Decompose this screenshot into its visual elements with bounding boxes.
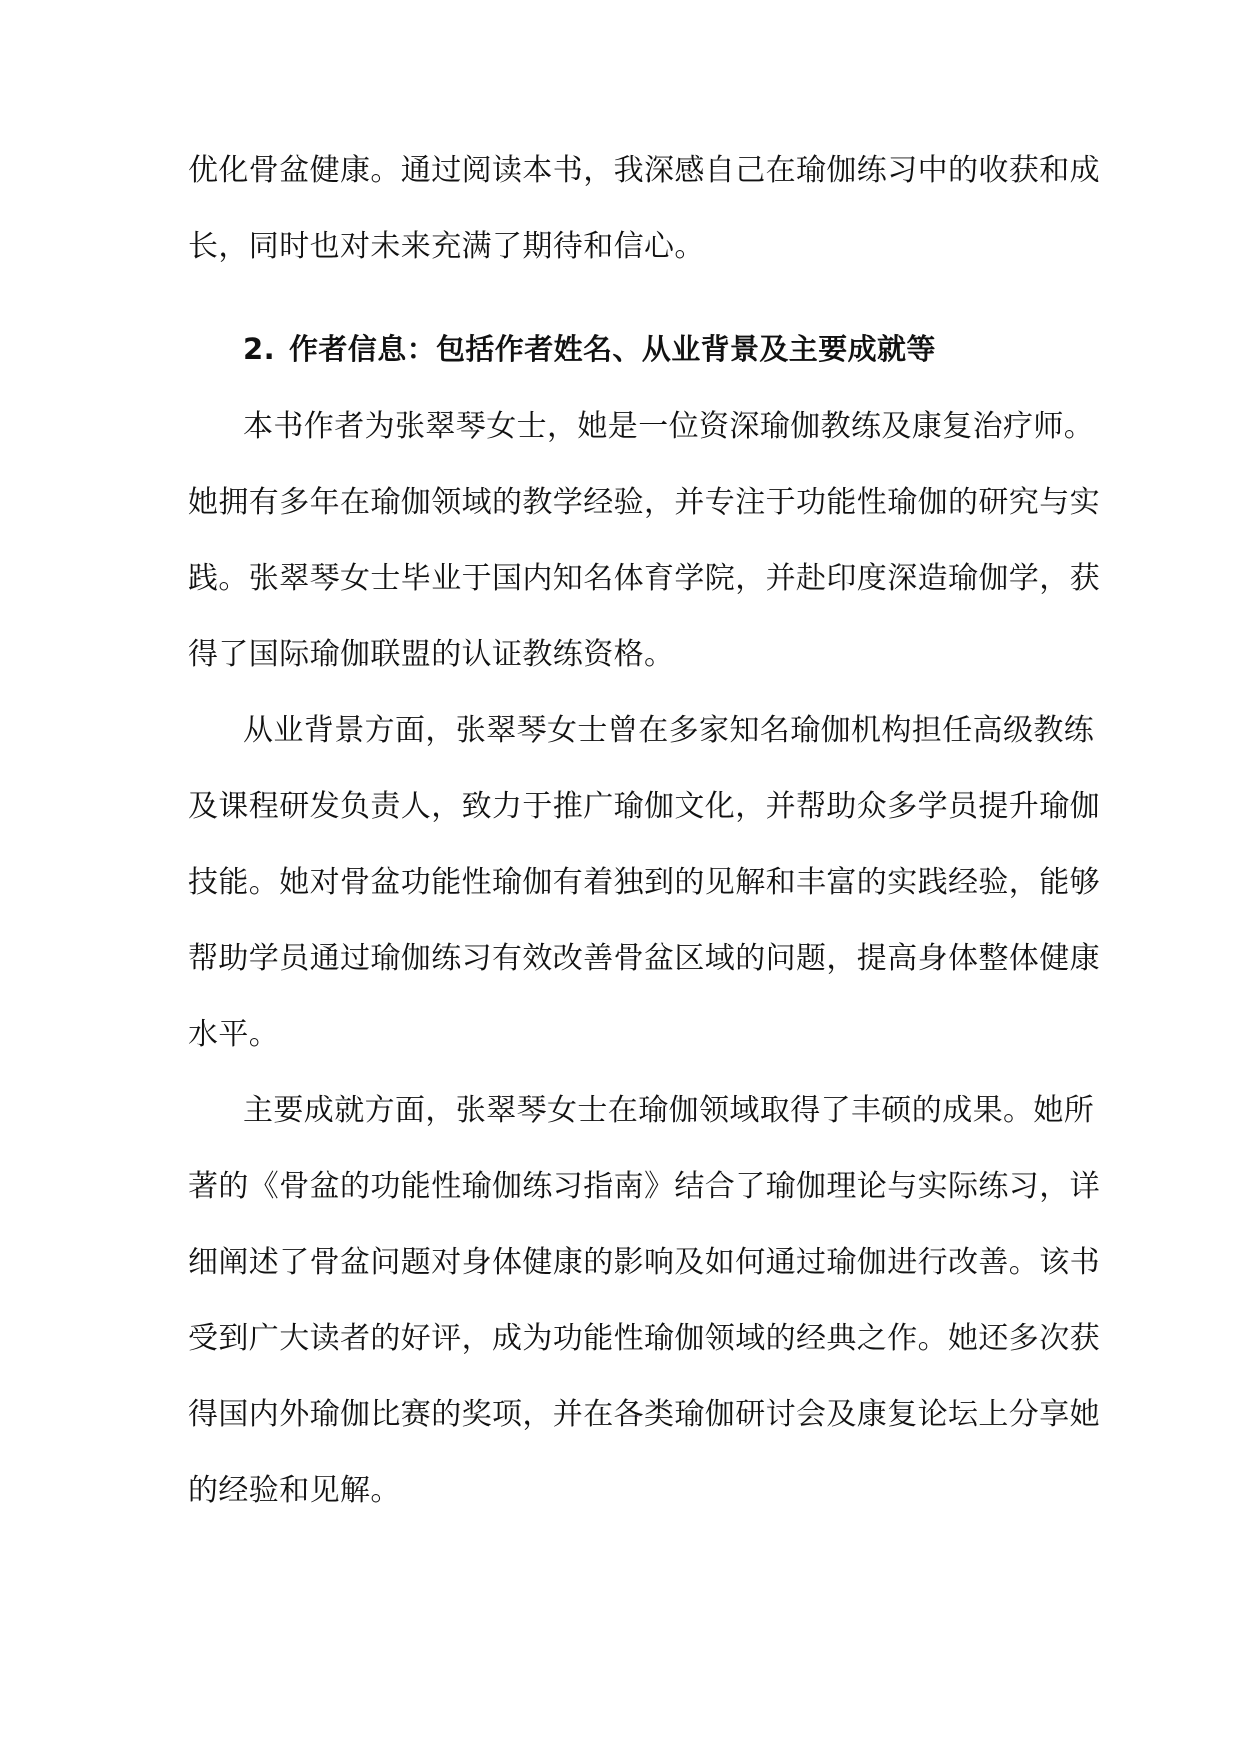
intro-line: 优化骨盆健康。通过阅读本书，我深感自己在瑜伽练习中的收获和成 xyxy=(188,153,1100,188)
paragraph-line: 得了国际瑜伽联盟的认证教练资格。 xyxy=(188,637,675,672)
paragraph-line: 本书作者为张翠琴女士，她是一位资深瑜伽教练及康复治疗师。 xyxy=(243,409,1095,444)
paragraph-line: 主要成就方面，张翠琴女士在瑜伽领域取得了丰硕的成果。她所 xyxy=(243,1093,1095,1128)
paragraph-line: 水平。 xyxy=(188,1017,280,1052)
paragraph-line: 践。张翠琴女士毕业于国内知名体育学院，并赴印度深造瑜伽学，获 xyxy=(188,561,1100,596)
paragraph-line: 的经验和见解。 xyxy=(188,1473,401,1508)
section-number: 2. xyxy=(243,332,275,366)
paragraph-line: 技能。她对骨盆功能性瑜伽有着独到的见解和丰富的实践经验，能够 xyxy=(188,865,1100,900)
section-heading xyxy=(243,329,936,369)
paragraph-line: 细阐述了骨盆问题对身体健康的影响及如何通过瑜伽进行改善。该书 xyxy=(188,1245,1100,1280)
paragraph-line: 帮助学员通过瑜伽练习有效改善骨盆区域的问题，提高身体整体健康 xyxy=(188,941,1100,976)
paragraph-line: 从业背景方面，张翠琴女士曾在多家知名瑜伽机构担任高级教练 xyxy=(243,713,1095,748)
paragraph-line: 她拥有多年在瑜伽领域的教学经验，并专注于功能性瑜伽的研究与实 xyxy=(188,485,1100,520)
paragraph-line: 受到广大读者的好评，成为功能性瑜伽领域的经典之作。她还多次获 xyxy=(188,1321,1100,1356)
paragraph-line: 及课程研发负责人，致力于推广瑜伽文化，并帮助众多学员提升瑜伽 xyxy=(188,789,1100,824)
intro-line: 长，同时也对未来充满了期待和信心。 xyxy=(188,229,705,264)
paragraph-line: 著的《骨盆的功能性瑜伽练习指南》结合了瑜伽理论与实际练习，详 xyxy=(188,1169,1100,1204)
paragraph-line: 得国内外瑜伽比赛的奖项，并在各类瑜伽研讨会及康复论坛上分享她 xyxy=(188,1397,1100,1432)
section-title: 作者信息：包括作者姓名、从业背景及主要成就等 xyxy=(289,332,936,366)
